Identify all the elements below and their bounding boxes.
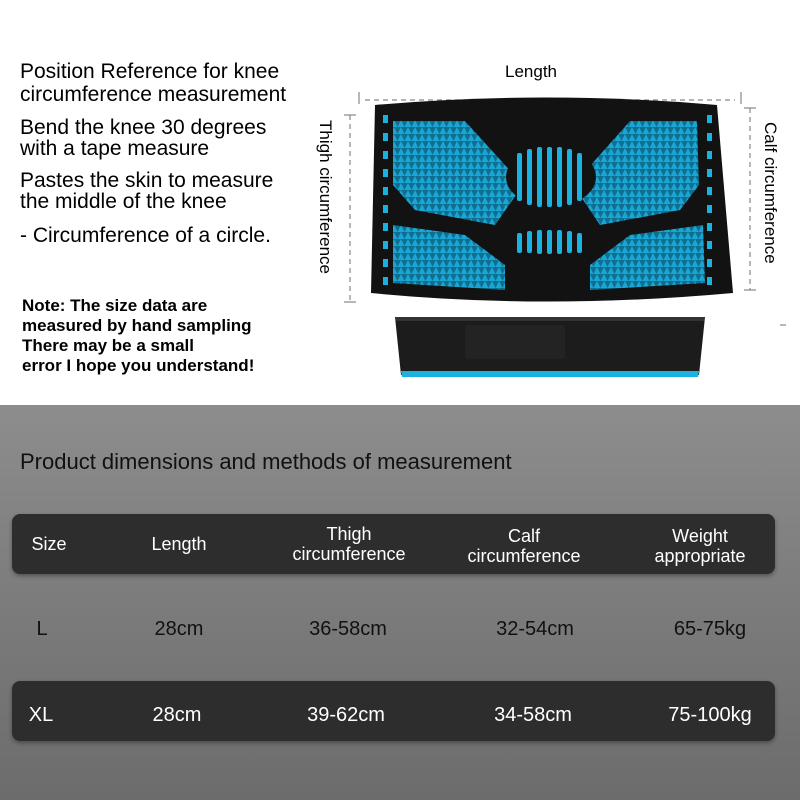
note-line-3: There may be a small xyxy=(22,336,194,355)
note-line-1: Note: The size data are xyxy=(22,296,208,315)
header-thigh: Thigh circumference xyxy=(292,524,406,564)
note-line-4: error I hope you understand! xyxy=(22,356,255,375)
bend-knee-line-2: with a tape measure xyxy=(20,137,210,160)
bend-knee-line-1: Bend the knee 30 degrees xyxy=(20,116,267,139)
calf-circumference-label: Calf circumference xyxy=(761,122,780,264)
row-l-size: L xyxy=(36,618,48,640)
section-title: Product dimensions and methods of measurement xyxy=(20,449,512,474)
pastes-skin-line-1: Pastes the skin to measure xyxy=(20,169,274,192)
row-l-length: 28cm xyxy=(154,618,204,640)
row-l-calf: 32-54cm xyxy=(496,618,574,640)
row-xl-size: XL xyxy=(28,704,54,726)
row-xl-length: 28cm xyxy=(152,704,202,726)
note-line-2: measured by hand sampling xyxy=(22,316,252,335)
position-reference-line-1: Position Reference for knee xyxy=(20,60,280,83)
header-calf: Calf circumference xyxy=(467,526,581,566)
thigh-circumference-label: Thigh circumference xyxy=(316,120,335,275)
row-l-thigh: 36-58cm xyxy=(309,618,387,640)
row-xl-weight: 75-100kg xyxy=(668,704,752,726)
circumference-circle-text: - Circumference of a circle. xyxy=(20,224,271,247)
pastes-skin-line-2: the middle of the knee xyxy=(20,190,227,213)
table-header xyxy=(12,514,775,574)
header-length: Length xyxy=(151,534,207,554)
position-reference-line-2: circumference measurement xyxy=(20,83,287,106)
header-weight: Weight appropriate xyxy=(654,526,746,566)
length-label: Length xyxy=(505,62,557,81)
table-row-xl xyxy=(12,681,775,741)
row-xl-thigh: 39-62cm xyxy=(307,704,385,726)
row-xl-calf: 34-58cm xyxy=(494,704,572,726)
row-l-weight: 65-75kg xyxy=(673,618,747,640)
header-size: Size xyxy=(31,534,67,554)
knee-brace-image xyxy=(345,85,745,395)
